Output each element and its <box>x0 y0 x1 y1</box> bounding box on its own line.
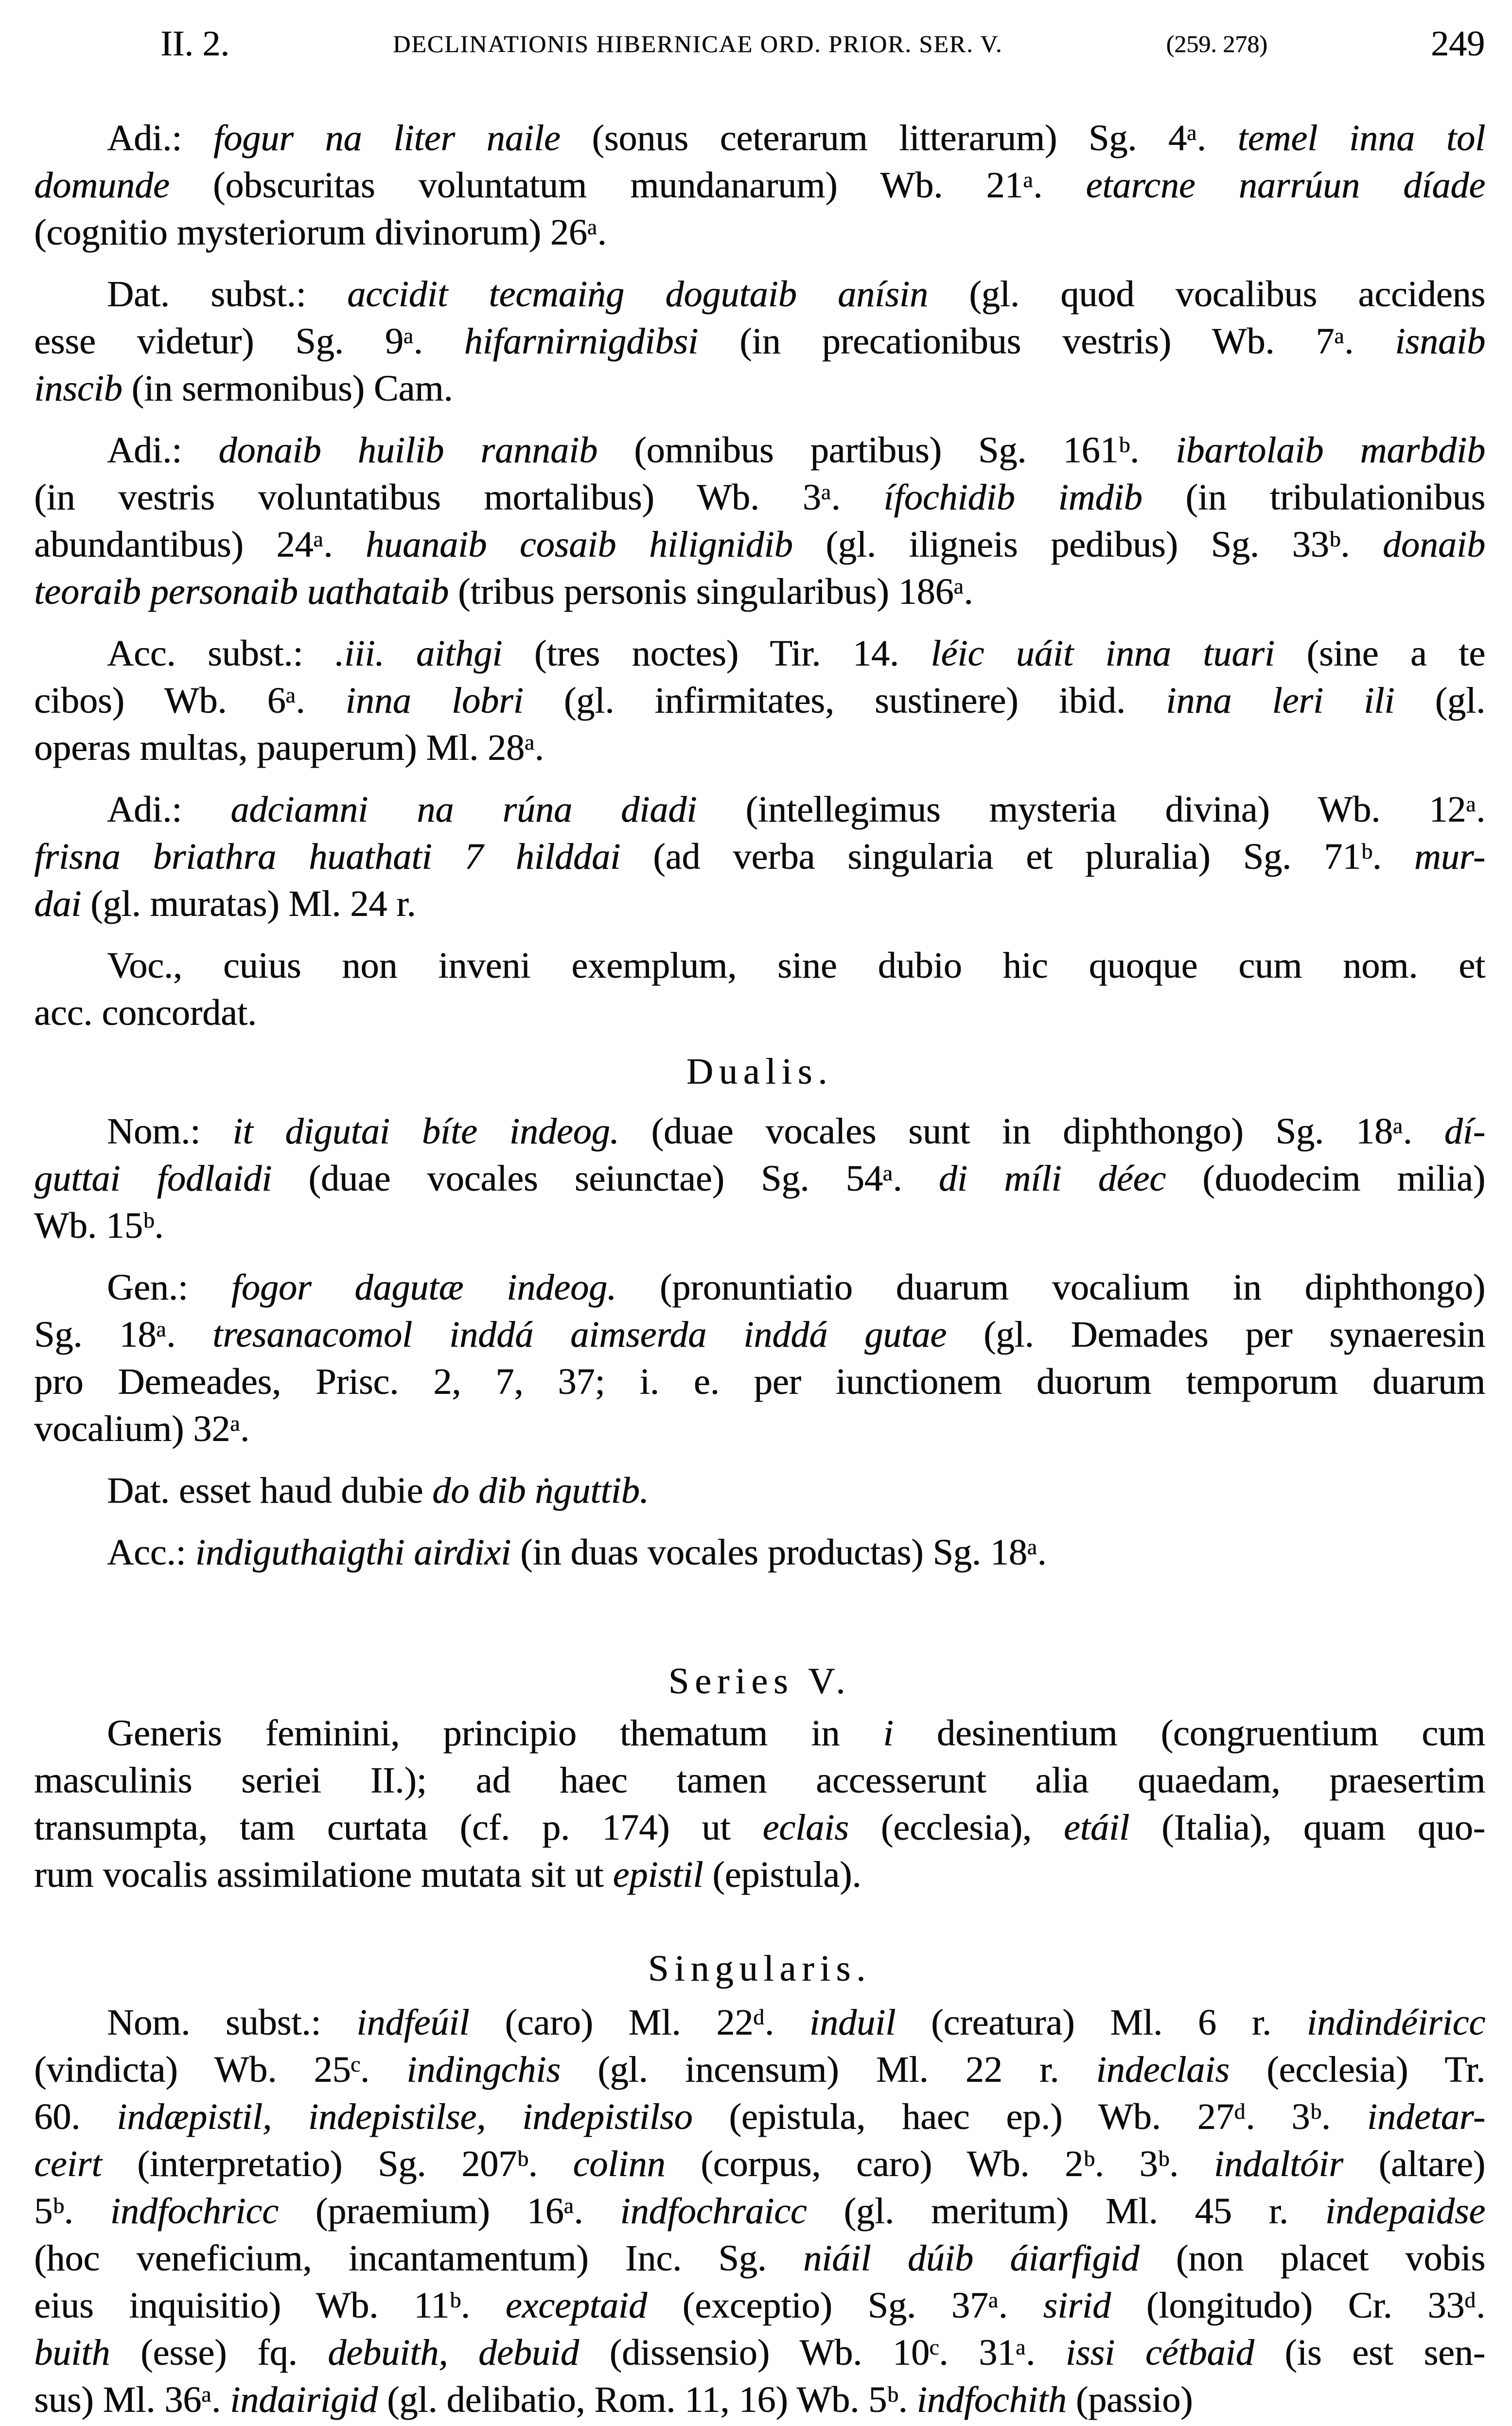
latin-text: Nom. subst.: <box>107 2002 357 2043</box>
latin-text: (tribus personis singularibus) 186ᵃ. <box>448 571 973 612</box>
irish-form: exceptaid <box>505 2285 647 2326</box>
text-line <box>34 2376 1485 2424</box>
latin-text: (praemium) 16ᵃ. <box>278 2191 620 2232</box>
irish-form: .iii. aithgi <box>334 633 503 674</box>
irish-form: indeclais <box>1096 2049 1230 2090</box>
latin-text: Sg. 18ᵃ. <box>34 1314 213 1355</box>
latin-text: (gl. muratas) Ml. 24 r. <box>81 883 416 924</box>
section-heading: Dualis. <box>686 1051 833 1092</box>
text-line <box>34 880 1485 928</box>
latin-text: sus) Ml. 36ᵃ. <box>34 2379 230 2420</box>
irish-form: hifarnirnigdibsi <box>464 321 698 362</box>
latin-text: (gl. Demades per synaeresin <box>947 1314 1485 1355</box>
text-line <box>34 209 1485 256</box>
irish-form: indindéiricc <box>1306 2002 1485 2043</box>
irish-form: indaltóir <box>1213 2144 1343 2184</box>
irish-form: indfochricc <box>110 2191 279 2232</box>
latin-text: (duae vocales sunt in diphthongo) Sg. 18ᵃ. <box>619 1111 1444 1152</box>
text-line <box>34 115 1485 162</box>
latin-text: (obscuritas voluntatum mundanarum) Wb. 21ᵃ. <box>169 165 1086 206</box>
text-line <box>34 1202 1485 1249</box>
latin-text: (gl. iligneis pedibus) Sg. 33ᵇ. <box>792 524 1383 565</box>
latin-text: (passio) <box>1066 2379 1193 2420</box>
irish-form: induil <box>809 2002 896 2043</box>
latin-text: 5ᵇ. <box>34 2191 110 2232</box>
latin-text: (in tribulationibus <box>1142 477 1485 518</box>
latin-text: (esse) fq. <box>110 2332 328 2373</box>
section-heading: Singularis. <box>648 1948 872 1989</box>
text-line <box>34 2046 1485 2093</box>
irish-form: indiguthaigthi airdixi <box>195 1532 511 1573</box>
latin-text: (Italia), quam quo- <box>1129 1807 1485 1848</box>
section-number: II. 2. <box>160 23 229 64</box>
irish-form: indfeúil <box>356 2002 470 2043</box>
irish-form: etáil <box>1063 1807 1129 1848</box>
irish-form: mur- <box>1414 836 1485 877</box>
text-line <box>34 630 1485 677</box>
latin-text: operas multas, pauperum) Ml. 28ᵃ. <box>34 727 544 768</box>
latin-text: rum vocalis assimilatione mutata sit ut <box>34 1854 613 1895</box>
irish-form: inna lobri <box>345 680 524 721</box>
paragraph <box>34 1264 1485 1453</box>
text-line <box>34 2093 1485 2141</box>
irish-form: ceirt <box>34 2144 102 2184</box>
text-line <box>34 521 1485 568</box>
latin-text: (gl. quod vocalibus accidens <box>928 274 1485 315</box>
text-line <box>34 1999 1485 2046</box>
text-line <box>34 677 1485 724</box>
latin-text: (altare) <box>1343 2144 1485 2184</box>
irish-form: donaib <box>1382 524 1485 565</box>
page-number: 249 <box>1430 23 1485 64</box>
text-line <box>34 1358 1485 1406</box>
latin-text: (in duas vocales productas) Sg. 18ᵃ. <box>511 1532 1047 1573</box>
running-header <box>160 19 1485 68</box>
latin-text: vocalium) 32ᵃ. <box>34 1408 249 1449</box>
irish-form: indfochraicc <box>620 2191 807 2232</box>
irish-form: temel inna tol <box>1237 118 1485 158</box>
text-line <box>34 162 1485 209</box>
text-line <box>34 1529 1485 1576</box>
latin-text: (ad verba singularia et pluralia) Sg. 71ᵇ. <box>620 836 1414 877</box>
paragraph <box>34 1710 1485 1899</box>
latin-text: Nom.: <box>107 1111 233 1152</box>
text-line <box>34 1264 1485 1311</box>
irish-form: buith <box>34 2332 110 2373</box>
section-heading: Series V. <box>668 1661 851 1702</box>
running-title: DECLINATIONIS HIBERNICAE ORD. PRIOR. SER. V. <box>392 30 1003 57</box>
irish-form: teoraib personaib uathataib <box>34 571 449 612</box>
paragraph <box>34 1529 1485 1576</box>
latin-text: desinentium (congruentium cum <box>893 1713 1486 1754</box>
latin-text: (duodecim milia) <box>1165 1158 1485 1199</box>
irish-form: adciamni na rúna diadi <box>230 789 697 830</box>
text-line <box>34 1108 1485 1155</box>
latin-text: (hoc veneficium, incantamentum) Inc. Sg. <box>34 2238 804 2279</box>
text-line <box>34 1155 1485 1202</box>
page-body <box>34 115 1485 2424</box>
irish-form: epistil <box>613 1854 703 1895</box>
irish-form: guttai fodlaidi <box>34 1158 272 1199</box>
text-line <box>34 271 1485 318</box>
irish-form: di míli déec <box>938 1158 1166 1199</box>
text-line <box>34 2329 1485 2376</box>
latin-text: Wb. 15ᵇ. <box>34 1205 164 1246</box>
paragraph <box>34 1467 1485 1514</box>
irish-form: fogur na liter naile <box>213 118 561 158</box>
irish-form: indairigid <box>229 2379 378 2420</box>
latin-text: (sonus ceterarum litterarum) Sg. 4ᵃ. <box>560 118 1238 158</box>
latin-text: (in sermonibus) Cam. <box>122 368 453 409</box>
latin-text: Gen.: <box>107 1267 231 1308</box>
latin-text: (gl. incensum) Ml. 22 r. <box>560 2049 1096 2090</box>
irish-form: debuith, debuid <box>328 2332 579 2373</box>
latin-text: (duae vocales seiunctae) Sg. 54ᵃ. <box>272 1158 939 1199</box>
text-line <box>34 1406 1485 1453</box>
text-line <box>34 833 1485 880</box>
latin-text: Dat. subst.: <box>107 274 348 315</box>
irish-form: inna leri ili <box>1166 680 1395 721</box>
latin-text: Adi.: <box>107 118 213 158</box>
latin-text: (dissensio) Wb. 10ᶜ. 31ᵃ. <box>579 2332 1066 2373</box>
latin-text: (ecclesia) Tr. <box>1229 2049 1485 2090</box>
irish-form: indepaidse <box>1325 2191 1486 2232</box>
irish-form: dai <box>34 883 82 924</box>
text-line <box>34 2141 1485 2188</box>
irish-form: indæpistil, indepistilse, indepistilso <box>116 2096 693 2137</box>
latin-text: (longitudo) Cr. 33ᵈ. <box>1110 2285 1485 2326</box>
latin-text: (in precationibus vestris) Wb. 7ᵃ. <box>698 321 1395 362</box>
irish-form: niáil dúib áiarfigid <box>803 2238 1140 2279</box>
irish-form: ífochidib imdib <box>883 477 1143 518</box>
irish-form: huanaib cosaib hilignidib <box>365 524 793 565</box>
irish-form: isnaib <box>1395 321 1485 362</box>
latin-text: Dat. esset haud dubie <box>107 1470 433 1511</box>
irish-form: fogor dagutæ indeog. <box>231 1267 616 1308</box>
text-line <box>34 1804 1485 1851</box>
latin-text: Voc., cuius non inveni exemplum, sine dubio hic quoque cum nom. et <box>107 945 1485 986</box>
irish-form: dí- <box>1444 1111 1485 1152</box>
text-line <box>34 474 1485 521</box>
latin-text: cibos) Wb. 6ᵃ. <box>34 680 346 721</box>
text-line <box>34 318 1485 365</box>
text-line <box>34 365 1485 412</box>
irish-form: indetar- <box>1367 2096 1486 2137</box>
paragraph <box>34 1108 1485 1249</box>
latin-text: transumpta, tam curtata (cf. p. 174) ut <box>34 1807 763 1848</box>
text-line <box>34 568 1485 615</box>
text-line <box>34 1757 1485 1804</box>
irish-form: indingchis <box>406 2049 561 2090</box>
latin-text: (gl. delibatio, Rom. 11, 16) Wb. 5ᵇ. <box>377 2379 917 2420</box>
latin-text: (cognitio mysteriorum divinorum) 26ᵃ. <box>34 212 607 253</box>
latin-text: (vindicta) Wb. 25ᶜ. <box>34 2049 407 2090</box>
irish-form: eclais <box>762 1807 849 1848</box>
irish-form: sirid <box>1043 2285 1111 2326</box>
latin-text: (pronuntiatio duarum vocalium in diphthongo) <box>616 1267 1485 1308</box>
irish-form: i <box>883 1713 894 1754</box>
irish-form: accidit tecmaiṅg dogutaib anísin <box>347 274 928 315</box>
irish-form: indfochith <box>916 2379 1067 2420</box>
text-line <box>34 724 1485 772</box>
paragraph <box>34 1999 1485 2424</box>
text-line <box>34 1467 1485 1514</box>
latin-text: (interpretatio) Sg. 207ᵇ. <box>102 2144 573 2184</box>
latin-text: (non placet vobis <box>1139 2238 1486 2279</box>
paragraph <box>34 942 1485 1037</box>
paragraph-range: (259. 278) <box>1166 30 1267 57</box>
latin-text: Acc. subst.: <box>107 633 335 674</box>
text-line <box>34 989 1485 1037</box>
text-line <box>34 2282 1485 2329</box>
text-line <box>34 1851 1485 1899</box>
latin-text: (corpus, caro) Wb. 2ᵇ. 3ᵇ. <box>665 2144 1214 2184</box>
latin-text: (epistula). <box>703 1854 861 1895</box>
irish-form: frisna briathra huathati 7 hilddai <box>34 836 621 877</box>
latin-text: 60. <box>34 2096 117 2137</box>
paragraph <box>34 786 1485 928</box>
paragraph <box>34 427 1485 615</box>
irish-form: ibartolaib marbdib <box>1176 430 1485 471</box>
latin-text: Generis feminini, principio thematum in <box>107 1713 883 1754</box>
irish-form: it digutai bíte indeog. <box>232 1111 619 1152</box>
latin-text: (omnibus partibus) Sg. 161ᵇ. <box>597 430 1176 471</box>
text-line <box>34 786 1485 833</box>
text-line <box>34 2188 1485 2235</box>
latin-text: Acc.: <box>107 1532 195 1573</box>
irish-form: donaib huilib rannaib <box>218 430 598 471</box>
latin-text: (sine a te <box>1274 633 1486 674</box>
text-line <box>34 942 1485 989</box>
latin-text: (exceptio) Sg. 37ᵃ. <box>647 2285 1043 2326</box>
paragraph <box>34 115 1485 256</box>
latin-text: (gl. <box>1394 680 1486 721</box>
irish-form: inscib <box>34 368 123 409</box>
latin-text: acc. concordat. <box>34 992 257 1033</box>
latin-text: Adi.: <box>107 430 219 471</box>
latin-text: (caro) Ml. 22ᵈ. <box>469 2002 809 2043</box>
latin-text: esse videtur) Sg. 9ᵃ. <box>34 321 464 362</box>
latin-text: (creatura) Ml. 6 r. <box>896 2002 1307 2043</box>
latin-text: Adi.: <box>107 789 231 830</box>
text-line <box>34 1311 1485 1358</box>
latin-text: abundantibus) 24ᵃ. <box>34 524 366 565</box>
paragraph <box>34 271 1485 412</box>
latin-text: (gl. meritum) Ml. 45 r. <box>807 2191 1325 2232</box>
latin-text: (gl. infirmitates, sustinere) ibid. <box>523 680 1166 721</box>
latin-text: (tres noctes) Tir. 14. <box>502 633 931 674</box>
text-line <box>34 1710 1485 1757</box>
latin-text: masculinis seriei II.); ad haec tamen accesserunt alia quaedam, praesertim <box>34 1760 1485 1801</box>
latin-text: (epistula, haec ep.) Wb. 27ᵈ. 3ᵇ. <box>692 2096 1367 2137</box>
paragraph <box>34 630 1485 772</box>
latin-text: (in vestris voluntatibus mortalibus) Wb. 3ᵃ. <box>34 477 884 518</box>
latin-text: (is est sen- <box>1254 2332 1485 2373</box>
latin-text: pro Demeades, Prisc. 2, 7, 37; i. e. per iunctionem duorum temporum duarum <box>34 1361 1485 1402</box>
irish-form: issi cétbaid <box>1065 2332 1254 2373</box>
irish-form: etarcne narrúun díade <box>1086 165 1485 206</box>
text-line <box>34 2235 1485 2282</box>
text-line <box>34 427 1485 474</box>
irish-form: colinn <box>573 2144 666 2184</box>
latin-text: (ecclesia), <box>848 1807 1064 1848</box>
latin-text: (intellegimus mysteria divina) Wb. 12ᵃ. <box>697 789 1485 830</box>
irish-form: tresanacomol inddá aimserda inddá gutae <box>212 1314 947 1355</box>
irish-form: do dib ṅguttib. <box>432 1470 649 1511</box>
latin-text: eius inquisitio) Wb. 11ᵇ. <box>34 2285 506 2326</box>
irish-form: léic uáit inna tuari <box>931 633 1275 674</box>
irish-form: domunde <box>34 165 170 206</box>
